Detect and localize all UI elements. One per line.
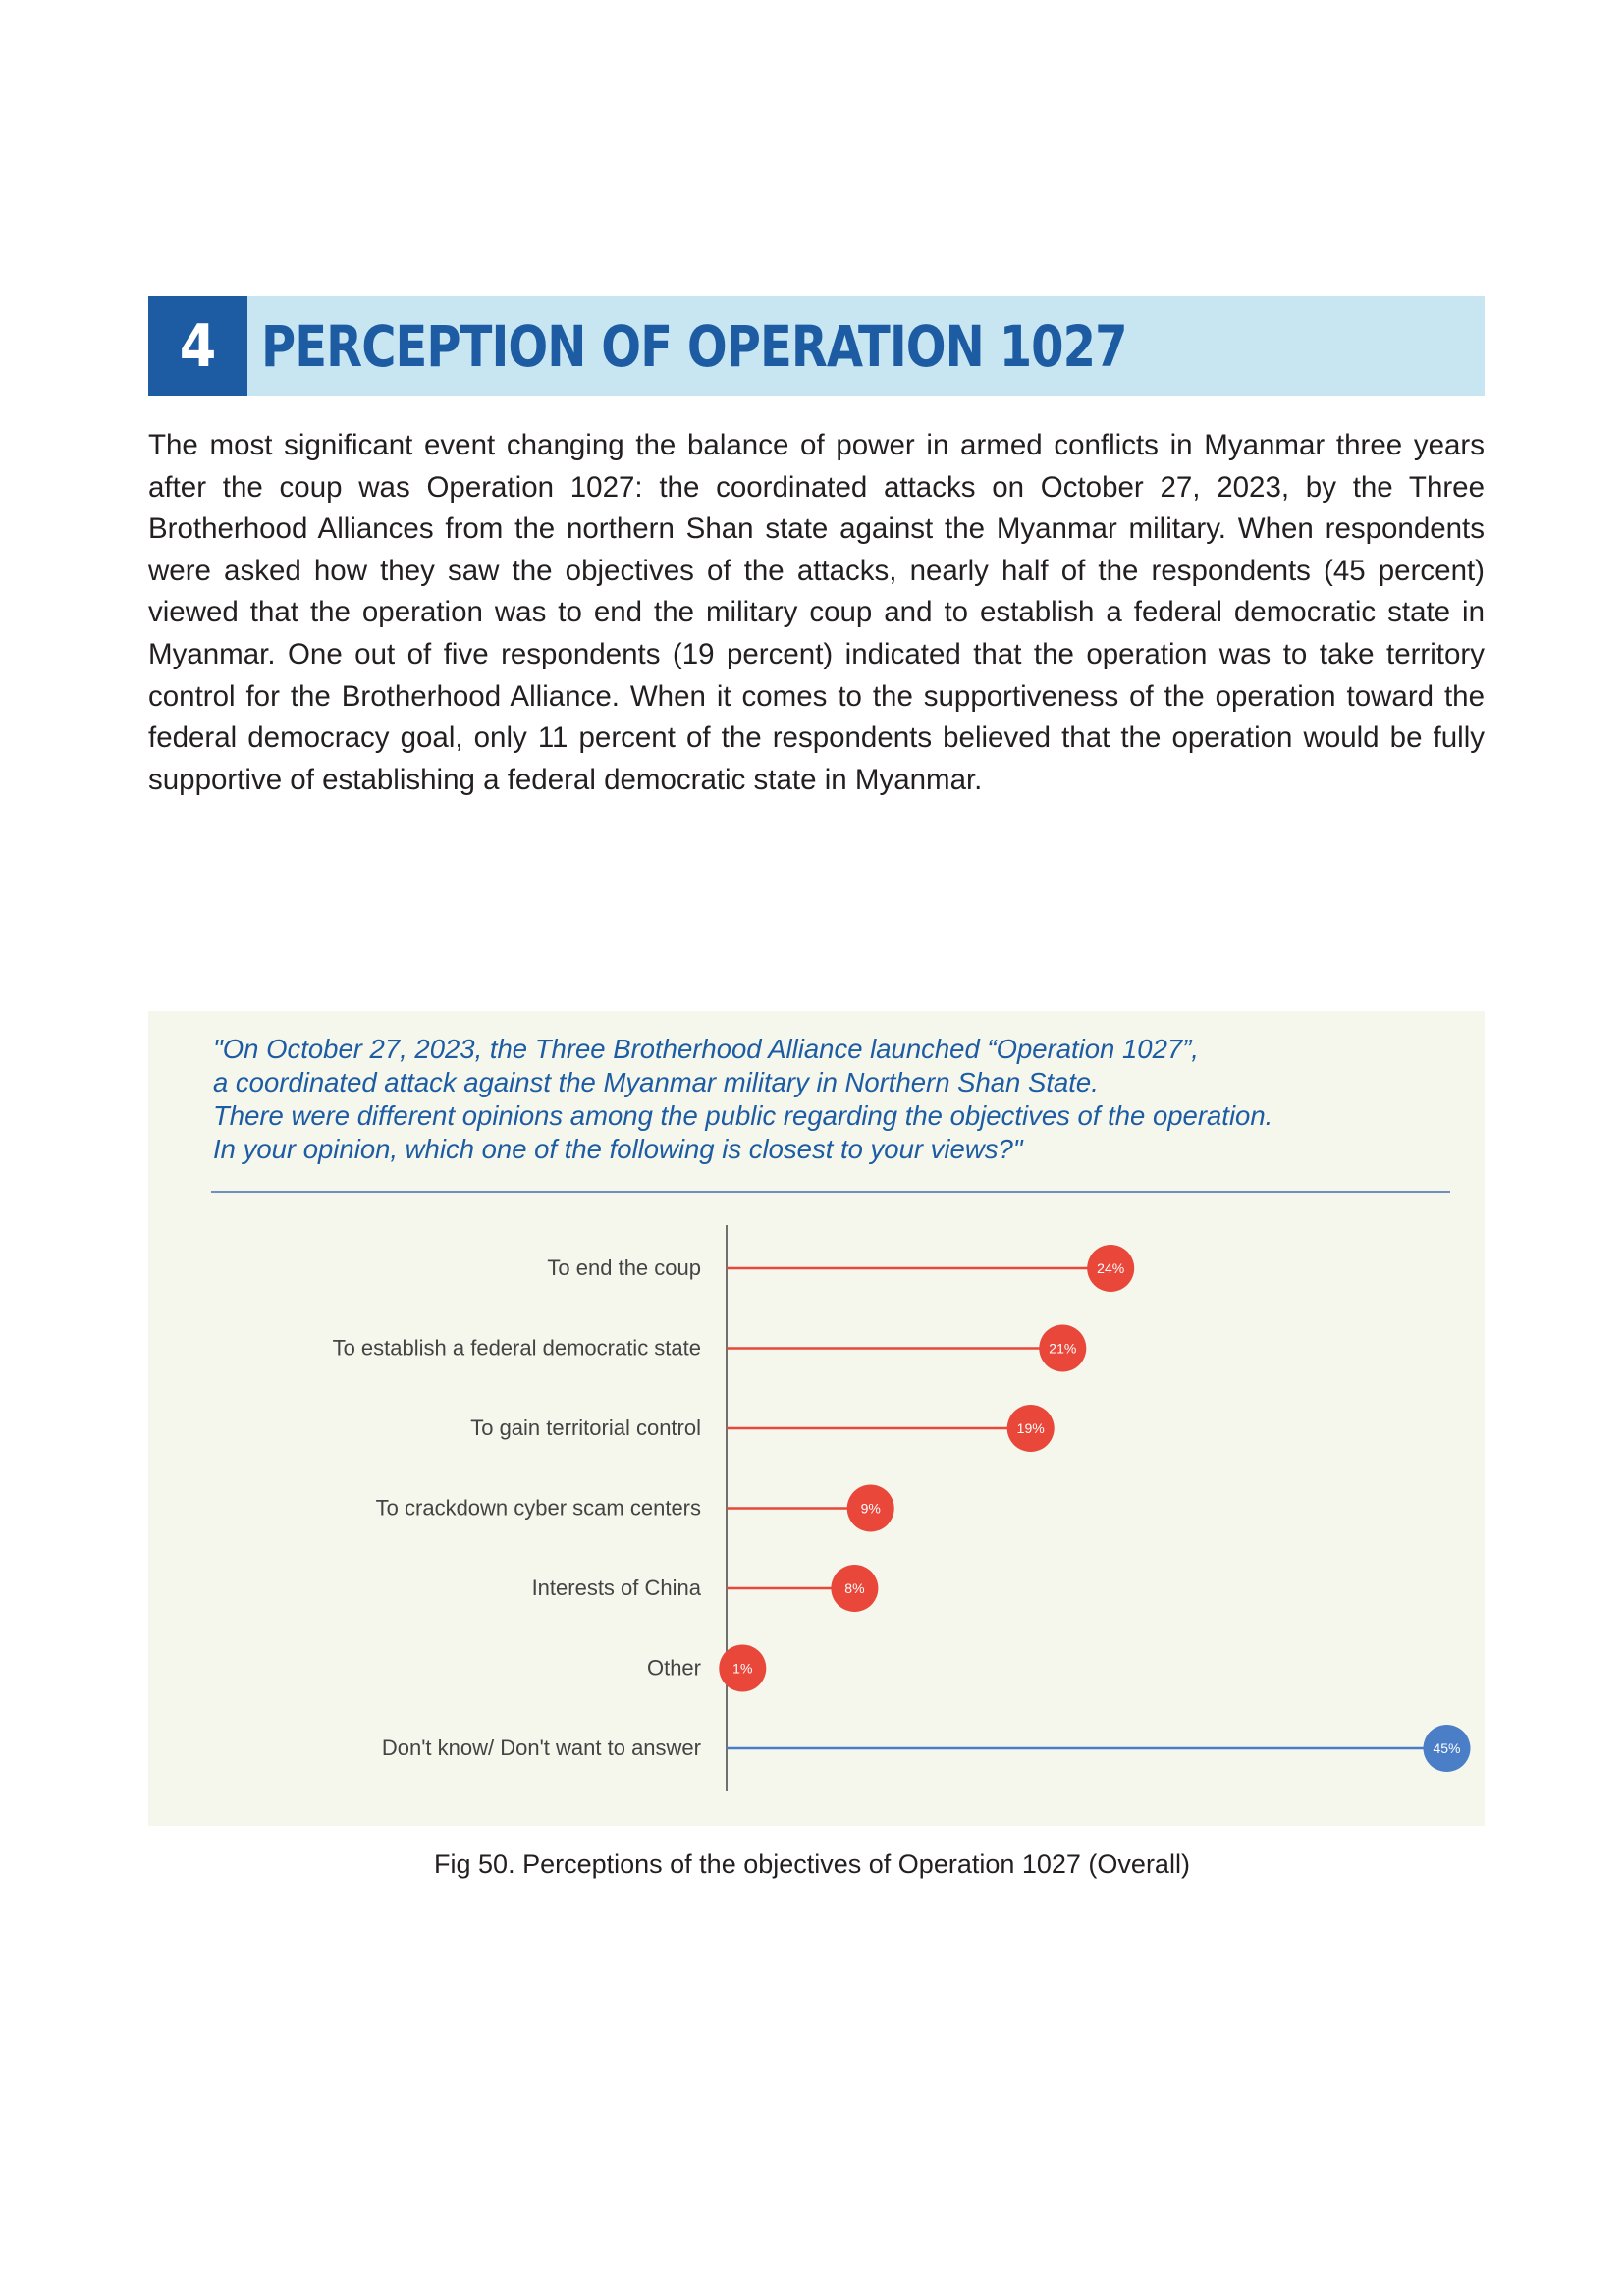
figure-box bbox=[148, 1011, 1485, 1826]
category-label: To crackdown cyber scam centers bbox=[375, 1495, 701, 1521]
value-label: 24% bbox=[1097, 1260, 1125, 1276]
category-label: To end the coup bbox=[547, 1255, 701, 1280]
category-label: Interests of China bbox=[531, 1575, 701, 1600]
question-line: There were different opinions among the public regarding the objectives of the operation. bbox=[213, 1100, 1273, 1131]
value-label: 45% bbox=[1433, 1740, 1461, 1756]
lollipop-chart bbox=[148, 1011, 1485, 1826]
value-label: 21% bbox=[1049, 1340, 1077, 1357]
question-line: a coordinated attack against the Myanmar military in Northern Shan State. bbox=[213, 1067, 1099, 1097]
question-line: In your opinion, which one of the following is closest to your views?" bbox=[213, 1134, 1023, 1164]
figure-caption: Fig 50. Perceptions of the objectives of Operation 1027 (Overall) bbox=[434, 1849, 1190, 1879]
value-label: 9% bbox=[860, 1500, 881, 1517]
category-label: To establish a federal democratic state bbox=[332, 1335, 701, 1361]
question-line: "On October 27, 2023, the Three Brotherhood Alliance launched “Operation 1027”, bbox=[213, 1034, 1199, 1064]
section-header bbox=[148, 296, 1485, 396]
section-number: 4 bbox=[148, 296, 247, 396]
section-title: PERCEPTION OF OPERATION 1027 bbox=[261, 312, 1127, 380]
category-label: Other bbox=[646, 1655, 701, 1681]
category-label: Don't know/ Don't want to answer bbox=[381, 1735, 701, 1760]
value-label: 19% bbox=[1016, 1420, 1045, 1436]
value-label: 1% bbox=[732, 1660, 753, 1677]
category-label: To gain territorial control bbox=[470, 1415, 701, 1440]
value-label: 8% bbox=[844, 1580, 865, 1596]
body-paragraph: The most significant event changing the balance of power in armed conflicts in Myanmar three years after the coup was Operation 1027: the coordinated attacks on October 27, 2023, by the Three Brotherhood Alliances from the northern Shan state against the Myanmar military. When respondents were asked how they saw the objectives of the attacks, nearly half of the respondents (45 percent) viewed that the operation was to end the military coup and to establish a federal democratic state in Myanmar. One out of five respondents (19 percent) indicated that the operation was to take territory control for the Brotherhood Alliance. When it comes to the supportiveness of the operation toward the federal democracy goal, only 11 percent of the respondents believed that the operation would be fully supportive of establishing a federal democratic state in Myanmar. bbox=[148, 429, 1485, 796]
